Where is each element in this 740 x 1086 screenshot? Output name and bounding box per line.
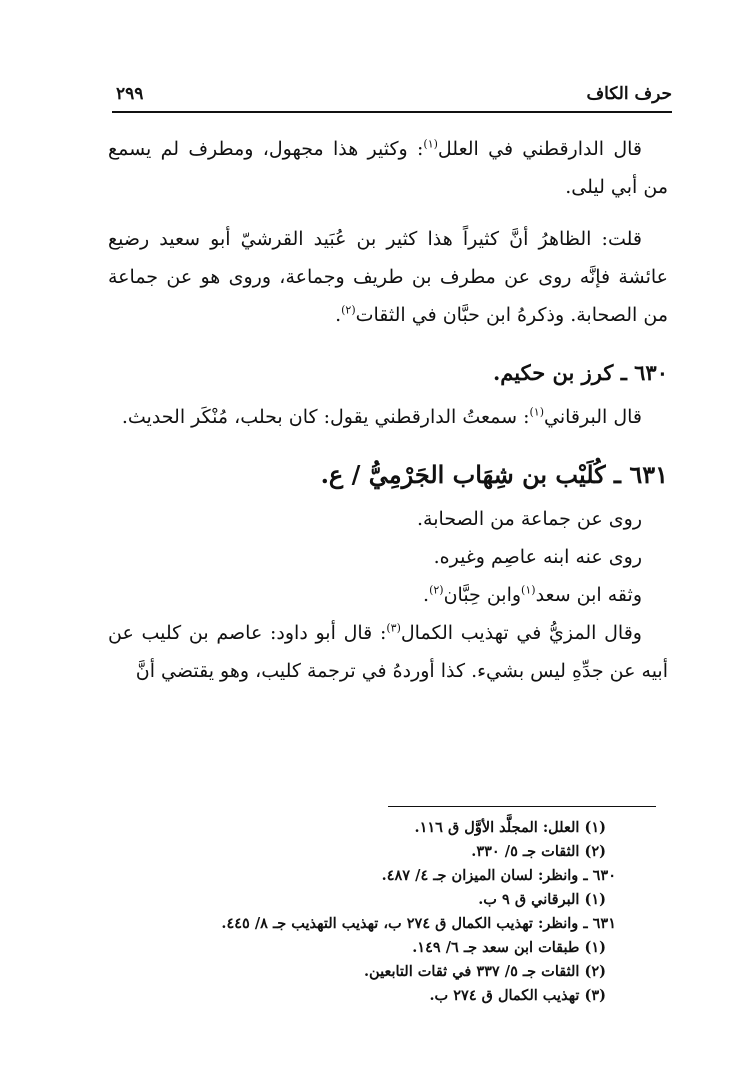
text-run: . bbox=[335, 304, 342, 326]
footnote-item: (٣) تهذيب الكمال ق ٢٧٤ ب. bbox=[429, 987, 606, 1004]
chapter-title: حرف الكاف bbox=[586, 84, 672, 104]
footnote-ref[interactable]: (٢) bbox=[341, 303, 356, 317]
footnote-ref[interactable]: (١) bbox=[521, 583, 536, 597]
footnote-item: (١) البرقاني ق ٩ ب. bbox=[478, 891, 606, 908]
page-number: ٢٩٩ bbox=[116, 84, 144, 104]
text-run: : سمعتُ الدارقطني يقول: كان بحلب، مُنْكَر الحديث. bbox=[121, 406, 530, 428]
paragraph-qultu bbox=[108, 220, 668, 334]
text-run: وثقه ابن سعد bbox=[535, 584, 642, 606]
text-run: وابن حِبَّان bbox=[443, 584, 522, 606]
footnote-item: (١) العلل: المجلَّد الأوَّل ق ١١٦. bbox=[414, 819, 606, 836]
running-header bbox=[112, 84, 672, 110]
footnote-entry-ref: ٦٣١ ـ وانظر: تهذيب الكمال ق ٢٧٤ ب، تهذيب التهذيب جـ ٨/ ٤٤٥. bbox=[221, 915, 616, 932]
paragraph-mizzi bbox=[108, 614, 668, 690]
text-run: وقال المزيُّ في تهذيب الكمال bbox=[400, 622, 642, 644]
entry-heading-631: ٦٣١ ـ كُلَيْب بن شِهَاب الجَرْمِيُّ / ع. bbox=[320, 460, 668, 489]
footnote-item: (٢) الثقات جـ ٥/ ٣٣٧ في ثقات التابعين. bbox=[364, 963, 606, 980]
entry-heading-630: ٦٣٠ ـ كرز بن حكيم. bbox=[493, 360, 668, 385]
text-run: قلت: الظاهرُ أنَّ كثيراً هذا كثير بن عُبَيد القرشيّ أبو سعيد رضيع عائشة فإنَّه روى عن مطرف بن طريف وجماعة، وروى هو عن جماعة من الصحابة. وذكرهُ ابن حبَّان في الثقات bbox=[108, 228, 668, 326]
footnote-ref[interactable]: (١) bbox=[423, 137, 438, 151]
text-run: قال البرقاني bbox=[544, 406, 642, 428]
text-run: قال الدارقطني في العلل bbox=[437, 138, 642, 160]
main-text bbox=[108, 130, 668, 690]
paragraph-daraqutni-ilal bbox=[108, 130, 668, 206]
line-rawa-anhu: روى عنه ابنه عاصِم وغيره. bbox=[433, 546, 642, 568]
footnote-ref[interactable]: (١) bbox=[529, 405, 544, 419]
text-run: . bbox=[423, 584, 430, 606]
line-wathaqahu bbox=[108, 576, 668, 614]
footnote-rule bbox=[388, 806, 656, 807]
paragraph-barqani bbox=[108, 398, 668, 436]
spacer bbox=[108, 334, 668, 348]
footnote-ref[interactable]: (٢) bbox=[429, 583, 444, 597]
footnote-item: (٢) الثقات جـ ٥/ ٣٣٠. bbox=[471, 843, 606, 860]
footnote-entry-ref: ٦٣٠ ـ وانظر: لسان الميزان جـ ٤/ ٤٨٧. bbox=[381, 867, 616, 884]
footnote-item: (١) طبقات ابن سعد جـ ٦/ ١٤٩. bbox=[412, 939, 606, 956]
line-rawa-an: روى عن جماعة من الصحابة. bbox=[417, 508, 642, 530]
header-rule bbox=[112, 111, 672, 113]
footnotes bbox=[96, 816, 616, 1008]
spacer bbox=[108, 436, 668, 450]
text-run: : قال أبو داود: عاصم بن كليب عن أبيه عن جدِّهِ ليس بشيء. كذا أوردهُ في ترجمة كليب، وهو يقتضي أنَّ bbox=[108, 622, 668, 682]
footnote-ref[interactable]: (٣) bbox=[386, 621, 401, 635]
spacer bbox=[108, 206, 668, 220]
text-run: : وكثير هذا مجهول، ومطرف لم يسمع من أبي ليلى. bbox=[108, 138, 668, 198]
